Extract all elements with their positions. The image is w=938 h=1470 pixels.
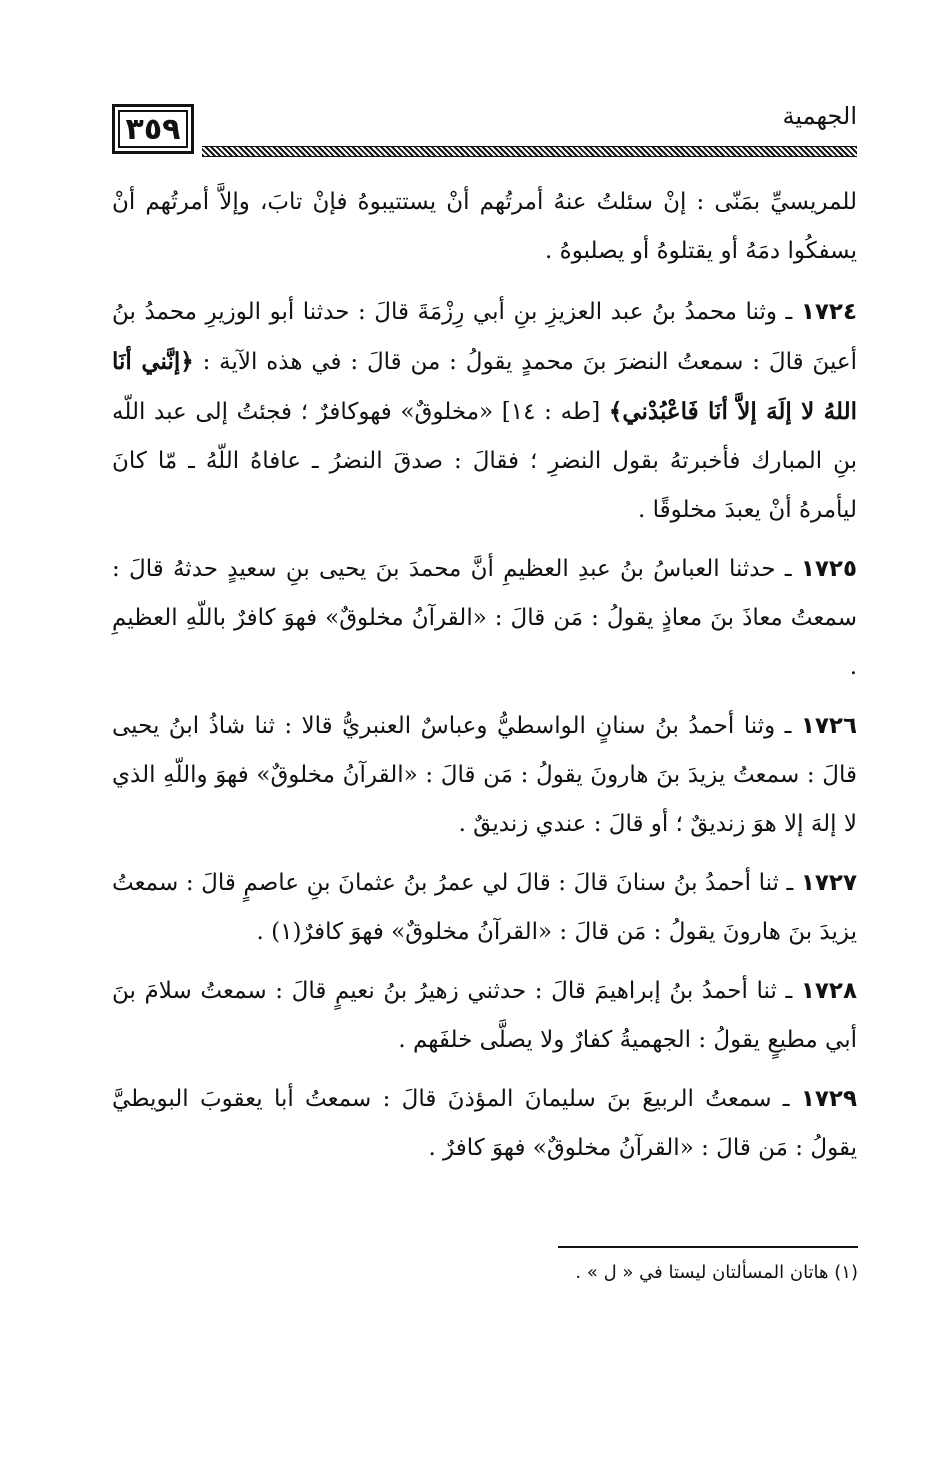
footnote: (١) هاتان المسألتان ليستا في « ل » . — [575, 1262, 858, 1283]
paragraph-text: ـ سمعتُ الربيعَ بنَ سليمانَ المؤذنَ قالَ : سمعتُ أبا يعقوبَ البويطيَّ يقولُ : مَن قالَ : «القرآنُ مخلوقٌ» فهوَ كافرٌ . — [112, 1086, 857, 1161]
header-decorative-rule — [202, 146, 857, 157]
paragraph-text: ـ ثنا أحمدُ بنُ إبراهيمَ قالَ : حدثني زهيرُ بنُ نعيمٍ قالَ : سمعتُ سلامَ بنَ أبي مطيعٍ يقولُ : الجهميةُ كفارٌ ولا يصلَّى خلفَهم . — [112, 978, 857, 1053]
paragraph-text: ـ وثنا محمدُ بنُ عبد العزيزِ بنِ أبي رِزْمَةَ قالَ : حدثنا أبو الوزيرِ محمدُ بنُ أعينَ قالَ : سمعتُ النضرَ بنَ محمدٍ يقولُ : من قالَ : في هذه الآية : — [112, 299, 857, 375]
paragraph-text: ـ ثنا أحمدُ بنُ سنانَ قالَ : قالَ لي عمرُ بنُ عثمانَ بنِ عاصمٍ قالَ : سمعتُ يزيدَ بنَ هارونَ يقولُ : مَن قالَ : «القرآنُ مخلوقٌ» فهوَ كافرٌ(١) . — [112, 870, 857, 945]
paragraph-continuation — [112, 178, 857, 276]
hadith-number: ١٧٢٥ — [800, 556, 857, 582]
hadith-1727 — [112, 859, 857, 957]
hadith-1724 — [112, 288, 857, 535]
hadith-1728 — [112, 967, 857, 1065]
hadith-1729 — [112, 1075, 857, 1173]
paragraph-text: [طه : ١٤] «مخلوقٌ» فهوكافرٌ ؛ فجئتُ إلى عبد اللّه بنِ المبارك فأخبرتهُ بقول النضرِ ؛ فقالَ : صدقَ النضرُ ـ عافاهُ اللّهُ ـ مّا كانَ ليأمرهُ أنْ يعبدَ مخلوقًا . — [112, 399, 857, 523]
footnote-separator — [558, 1246, 858, 1248]
paragraph-text: ـ وثنا أحمدُ بنُ سنانٍ الواسطيُّ وعباسٌ العنبريُّ قالا : ثنا شاذُ ابنُ يحيى قالَ : سمعتُ يزيدَ بنَ هارونَ يقولُ : مَن قالَ : «القرآنُ مخلوقٌ» فهوَ واللّهِ الذي لا إلهَ إلا هوَ زنديقٌ ؛ أو قالَ : عندي زنديقٌ . — [112, 713, 857, 837]
quran-verse: ﴿إنَّني أنَا اللهُ لا إلَهَ إلاَّ أنَا فَاعْبُدْني﴾ — [112, 348, 857, 425]
page-number: ٣٥٩ — [112, 104, 194, 154]
running-title: الجهمية — [782, 102, 857, 130]
hadith-1726 — [112, 702, 857, 849]
hadith-number: ١٧٢٧ — [800, 870, 857, 896]
hadith-number: ١٧٢٨ — [800, 978, 857, 1004]
hadith-1725 — [112, 545, 857, 692]
paragraph-text: للمريسيِّ بمَنّى : إنْ سئلتُ عنهُ أمرتُهم أنْ يستتيبوهُ فإنْ تابَ، وإلاَّ أمرتُهم أنْ يسفكُوا دمَهُ أو يقتلوهُ أو يصلبوهُ . — [112, 189, 857, 264]
paragraph-text: ـ حدثنا العباسُ بنُ عبدِ العظيمِ أنَّ محمدَ بنَ يحيى بنِ سعيدٍ حدثهُ قالَ : سمعتُ معاذَ بنَ معاذٍ يقولُ : مَن قالَ : «القرآنُ مخلوقٌ» فهوَ كافرٌ باللّهِ العظيمِ . — [112, 556, 857, 680]
page-header — [112, 98, 857, 162]
hadith-number: ١٧٢٦ — [800, 713, 857, 739]
main-text — [112, 178, 857, 1183]
hadith-number: ١٧٢٤ — [800, 299, 857, 325]
hadith-number: ١٧٢٩ — [800, 1086, 857, 1112]
